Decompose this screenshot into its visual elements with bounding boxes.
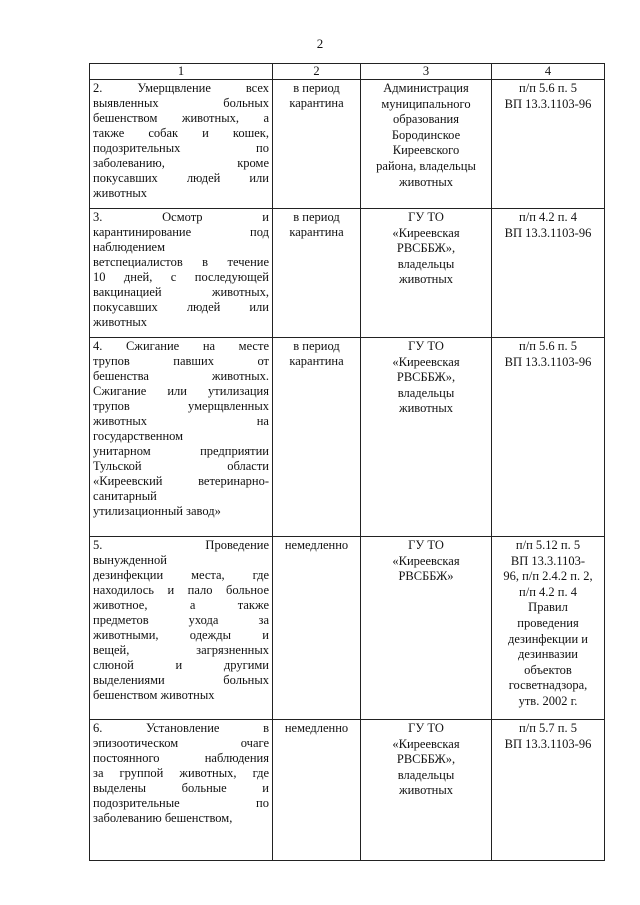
cell-text-line: ВП 13.3.1103-96	[504, 96, 592, 111]
cell-text-line: карантина	[289, 354, 344, 368]
cell-text-line: ГУ ТО	[408, 538, 444, 552]
cell-text-line: ветспециалистов в течение	[93, 255, 269, 269]
cell-text-line: животных	[93, 315, 148, 329]
cell-text-line: объектов	[524, 662, 572, 677]
cell-text-line: находилось и пало больное	[93, 583, 269, 597]
cell-text-line: наблюдением	[93, 240, 165, 254]
cell-text-line: подозрительных по	[93, 141, 269, 155]
table-cell-col2	[273, 80, 361, 209]
cell-text-line: владельцы	[397, 256, 455, 271]
cell-text-line: животных	[398, 401, 454, 416]
cell-text-line: дезинвазии	[518, 647, 578, 662]
cell-text-line: РВСББЖ»,	[396, 752, 456, 767]
cell-text-line: в период	[293, 339, 340, 353]
cell-text-line: утилизационный завод»	[93, 504, 221, 518]
table-cell-col1	[90, 338, 273, 537]
cell-text-line: животных	[398, 174, 454, 189]
cell-text-line: проведения	[517, 615, 579, 630]
cell-text-line: слюной и другими	[93, 658, 269, 672]
cell-text-line: также собак и кошек,	[93, 126, 269, 140]
cell-text-line: в период	[293, 81, 340, 95]
page-number: 2	[316, 36, 324, 51]
cell-text-line: п/п 5.12 п. 5	[515, 538, 581, 552]
table-row	[90, 80, 605, 209]
cell-text-line: животное, а также	[93, 598, 269, 612]
table-cell-col1	[90, 537, 273, 720]
cell-text-line: животных	[398, 783, 454, 798]
cell-text-line: немедленно	[284, 721, 349, 735]
cell-text-line: государственном	[93, 429, 184, 443]
cell-text-line: ВП 13.3.1103-	[510, 553, 586, 568]
cell-text-line: санитарный	[93, 489, 157, 503]
cell-text-line: Киреевского	[392, 143, 460, 158]
table-cell-col3	[361, 80, 492, 209]
cell-text-line: покусавших людей или	[93, 300, 269, 314]
cell-text-line: ВП 13.3.1103-96	[504, 736, 592, 751]
cell-text-line: «Киреевская	[392, 736, 460, 751]
table-cell-col2	[273, 720, 361, 861]
cell-text-line: ГУ ТО	[408, 339, 444, 353]
cell-text-line: унитарном предприятии	[93, 444, 269, 458]
column-header-4: 4	[492, 64, 605, 80]
cell-text-line: трупов павших от	[93, 354, 269, 368]
cell-text-line: немедленно	[284, 538, 349, 552]
cell-text-line: 10 дней, с последующей	[93, 270, 269, 284]
cell-text-line: Правил	[528, 600, 568, 615]
table-cell-col3	[361, 209, 492, 338]
cell-text-line: животных	[398, 272, 454, 287]
column-header-2: 2	[273, 64, 361, 80]
cell-text-line: 4. Сжигание на месте	[93, 339, 269, 353]
table-cell-col4	[492, 209, 605, 338]
cell-text-line: п/п 5.6 п. 5	[519, 81, 577, 95]
table-cell-col1	[90, 80, 273, 209]
cell-text-line: утв. 2002 г.	[518, 693, 578, 708]
cell-text-line: 5. Проведение	[93, 538, 269, 552]
table-cell-col3	[361, 338, 492, 537]
cell-text-line: п/п 5.7 п. 5	[519, 721, 577, 735]
table-cell-col2	[273, 338, 361, 537]
column-header-3: 3	[361, 64, 492, 80]
table-cell-col3	[361, 537, 492, 720]
cell-text-line: образования	[393, 112, 459, 127]
cell-text-line: «Киреевская	[392, 354, 460, 369]
cell-text-line: карантина	[289, 225, 344, 239]
cell-text-line: 96, п/п 2.4.2 п. 2,	[503, 569, 593, 584]
cell-text-line: муниципального	[381, 96, 471, 111]
cell-text-line: ВП 13.3.1103-96	[504, 225, 592, 240]
table-cell-col2	[273, 537, 361, 720]
cell-text-line: дезинфекции и	[508, 631, 588, 646]
cell-text-line: животных на	[93, 414, 269, 428]
table-cell-col2	[273, 209, 361, 338]
cell-text-line: 6. Установление в	[93, 721, 269, 735]
cell-text-line: ГУ ТО	[408, 721, 444, 735]
cell-text-line: за группой животных, где	[93, 766, 269, 780]
measures-table	[89, 63, 605, 861]
cell-text-line: дезинфекции места, где	[93, 568, 269, 582]
cell-text-line: ГУ ТО	[408, 210, 444, 224]
cell-text-line: владельцы	[397, 385, 455, 400]
cell-text-line: вещей, загрязненных	[93, 643, 269, 657]
table-cell-col3	[361, 720, 492, 861]
cell-text-line: п/п 5.6 п. 5	[519, 339, 577, 353]
table-cell-col4	[492, 720, 605, 861]
cell-text-line: животными, одежды и	[93, 628, 269, 642]
cell-text-line: подозрительные по	[93, 796, 269, 810]
cell-text-line: «Киреевская	[392, 225, 460, 240]
cell-text-line: карантина	[289, 96, 344, 110]
cell-text-line: РВСББЖ»	[398, 569, 454, 584]
cell-text-line: заболеванию бешенством,	[93, 811, 233, 825]
cell-text-line: Тульской области	[93, 459, 269, 473]
cell-text-line: заболеванию, кроме	[93, 156, 269, 170]
cell-text-line: 2. Умерщвление всех	[93, 81, 269, 95]
cell-text-line: Сжигание или утилизация	[93, 384, 269, 398]
table-cell-col4	[492, 338, 605, 537]
table-row	[90, 338, 605, 537]
cell-text-line: п/п 4.2 п. 4	[519, 584, 577, 599]
table-row	[90, 209, 605, 338]
cell-text-line: Администрация	[383, 81, 469, 95]
cell-text-line: 3. Осмотр и	[93, 210, 269, 224]
cell-text-line: ВП 13.3.1103-96	[504, 354, 592, 369]
table-row	[90, 537, 605, 720]
cell-text-line: выделены больные и	[93, 781, 269, 795]
cell-text-line: владельцы	[397, 767, 455, 782]
cell-text-line: животных	[93, 186, 148, 200]
cell-text-line: «Киреевский ветеринарно-	[93, 474, 269, 488]
cell-text-line: в период	[293, 210, 340, 224]
cell-text-line: выявленных больных	[93, 96, 269, 110]
cell-text-line: района, владельцы	[376, 158, 476, 173]
cell-text-line: бешенством животных, а	[93, 111, 269, 125]
table-row	[90, 720, 605, 861]
cell-text-line: трупов умерщвленных	[93, 399, 269, 413]
cell-text-line: РВСББЖ»,	[396, 370, 456, 385]
cell-text-line: госветнадзора,	[508, 678, 588, 693]
cell-text-line: Бородинское	[391, 127, 461, 142]
table-cell-col1	[90, 720, 273, 861]
column-header-1: 1	[90, 64, 273, 80]
cell-text-line: эпизоотическом очаге	[93, 736, 269, 750]
table-cell-col4	[492, 537, 605, 720]
cell-text-line: покусавших людей или	[93, 171, 269, 185]
cell-text-line: «Киреевская	[392, 553, 460, 568]
cell-text-line: бешенства животных.	[93, 369, 269, 383]
table-header-row	[90, 64, 605, 80]
table-cell-col1	[90, 209, 273, 338]
cell-text-line: п/п 4.2 п. 4	[519, 210, 577, 224]
cell-text-line: предметов ухода за	[93, 613, 269, 627]
cell-text-line: РВСББЖ»,	[396, 241, 456, 256]
cell-text-line: вакцинацией животных,	[93, 285, 269, 299]
cell-text-line: бешенством животных	[93, 688, 215, 702]
cell-text-line: вынужденной	[93, 553, 167, 567]
cell-text-line: постоянного наблюдения	[93, 751, 269, 765]
cell-text-line: выделениями больных	[93, 673, 269, 687]
table-cell-col4	[492, 80, 605, 209]
cell-text-line: карантинирование под	[93, 225, 269, 239]
